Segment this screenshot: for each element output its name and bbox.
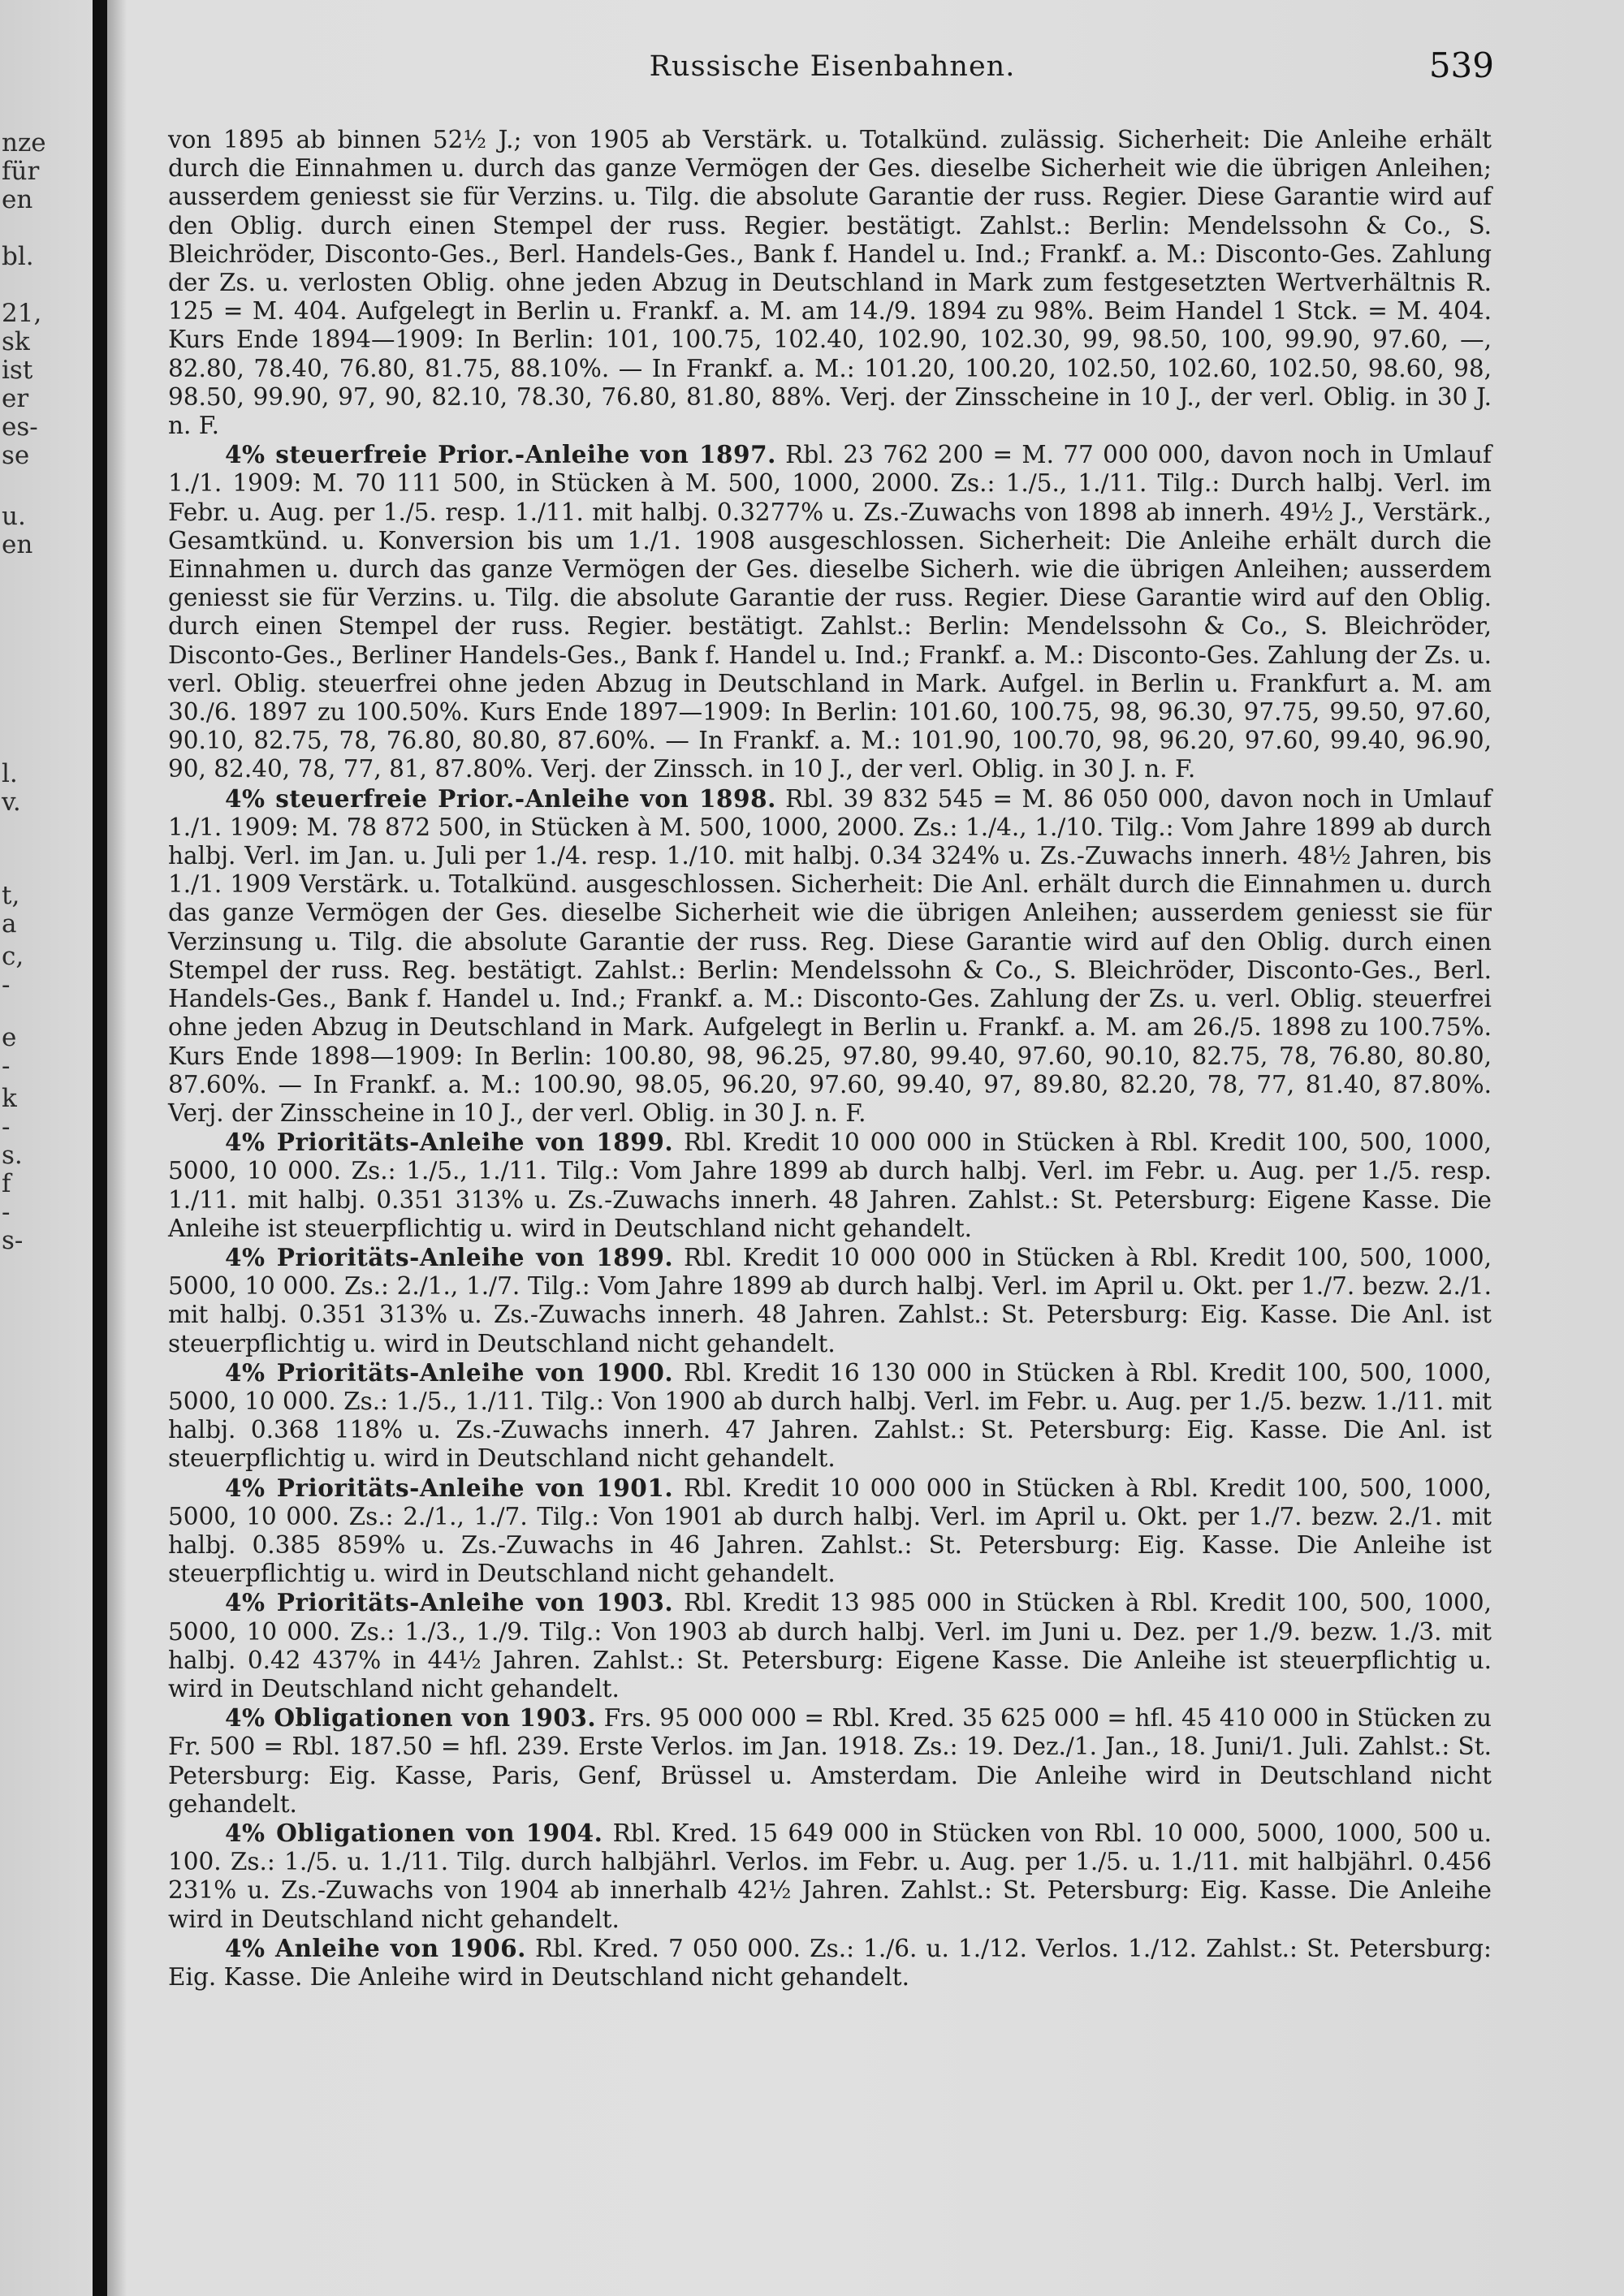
loan-text: Rbl. Kredit 10 000 000 in Stücken à Rbl. Kredit 100, 500, 1000, 5000, 10 000. Zs.: 2./1., 1./7. Tilg.: Vom Jahre 1899 ab durch halbj. Verl. im April u. Okt. per 1./7. bezw. 2./1. mit halbj. 0.351 313% u. Zs.-Zuwachs innerh. 48 Jahren. Zahlst.: St. Petersburg: Eig. Kasse. Die Anl. ist steuerpflichtig u. wird in Deutschland nicht gehandelt.: [168, 1243, 1492, 1357]
prev-fragment: l.: [2, 759, 18, 788]
paragraph-text: von 1895 ab binnen 52½ J.; von 1905 ab Verstärk. u. Totalkünd. zulässig. Sicherheit: Die Anleihe erhält durch die Einnahmen u. durch das ganze Vermögen der Ges. dieselbe Sicherheit wie die übrigen Anleihen; ausserdem geniesst sie für Verzins. u. Tilg. die absolute Garantie der russ. Regier. Diese Garantie wird auf den Oblig. durch einen Stempel der russ. Regier. bestätigt. Zahlst.: Berlin: Mendelssohn & Co., S. Bleichröder, Disconto-Ges., Berl. Handels-Ges., Bank f. Handel u. Ind.; Frankf. a. M.: Disconto-Ges. Zahlung der Zs. u. verlosten Oblig. ohne jeden Abzug in Deutschland in Mark zum festgesetzten Wertverhältnis R. 125 = M. 404. Aufgelegt in Berlin u. Frankf. a. M. am 14./9. 1894 zu 98%. Beim Handel 1 Stck. = M. 404. Kurs Ende 1894—1909: In Berlin: 101, 100.75, 102.40, 102.90, 102.30, 99, 98.50, 100, 99.90, 97.60, —, 82.80, 78.40, 76.80, 81.75, 88.10%. — In Frankf. a. M.: 101.20, 100.20, 102.50, 102.60, 102.50, 98.60, 98, 98.50, 99.90, 97, 90, 82.10, 78.30, 76.80, 81.80, 88%. Verj. der Zinsscheine in 10 J., der verl. Oblig. in 30 J. n. F.: [168, 126, 1492, 440]
prev-fragment: f: [2, 1169, 11, 1198]
loan-text: Rbl. 39 832 545 = M. 86 050 000, davon noch in Umlauf 1./1. 1909: M. 78 872 500, in Stücken à M. 500, 1000, 2000. Zs.: 1./4., 1./10. Tilg.: Vom Jahre 1899 ab durch halbj. Verl. im Jan. u. Juli per 1./4. resp. 1./10. mit halbj. 0.34 324% u. Zs.-Zuwachs innerh. 48½ Jahren, bis 1./1. 1909 Verstärk. u. Totalkünd. ausgeschlossen. Sicherheit: Die Anl. erhält durch die Einnahmen u. durch das ganze Vermögen der Ges. dieselbe Sicherheit wie die übrigen Anleihen; ausserdem geniesst sie für Verzinsung u. Tilg. die absolute Garantie der russ. Reg. Diese Garantie wird auf den Oblig. durch einen Stempel der russ. Reg. bestätigt. Zahlst.: Berlin: Mendelssohn & Co., S. Bleichröder, Disconto-Ges., Berl. Handels-Ges., Bank f. Handel u. Ind.; Frankf. a. M.: Disconto-Ges. Zahlung der Zs. u. verl. Oblig. steuerfrei ohne jeden Abzug in Deutschland in Mark. Aufgelegt in Berlin u. Frankf. a. M. am 26./5. 1898 zu 100.75%. Kurs Ende 1898—1909: In Berlin: 100.80, 98, 96.25, 97.80, 99.40, 97.60, 90.10, 82.75, 78, 76.80, 80.80, 87.60%. — In Frankf. a. M.: 100.90, 98.05, 96.20, 97.60, 99.40, 97, 89.80, 82.20, 78, 77, 81.40, 87.80%. Verj. der Zinsscheine in 10 J., der verl. Oblig. in 30 J. n. F.: [168, 784, 1492, 1127]
prev-fragment: en: [2, 530, 33, 559]
loan-heading: 4% Prioritäts-Anleihe von 1899.: [225, 1242, 674, 1271]
loan-entry: [168, 1819, 1492, 1934]
loan-heading: 4% Obligationen von 1904.: [225, 1818, 603, 1847]
loan-heading: 4% Obligationen von 1903.: [225, 1703, 597, 1733]
loan-heading: 4% steuerfreie Prior.-Anleihe von 1897.: [225, 440, 776, 469]
loan-text: Rbl. Kred. 7 050 000. Zs.: 1./6. u. 1./12. Verlos. 1./12. Zahlst.: St. Petersburg: Eig. Kasse. Die Anleihe wird in Deutschland nicht gehandelt.: [168, 1934, 1492, 1991]
prev-fragment: v.: [2, 788, 21, 817]
loan-heading: 4% Prioritäts-Anleihe von 1900.: [225, 1357, 674, 1387]
gutter-rule: [93, 0, 107, 2296]
loan-entry: [168, 1358, 1492, 1474]
prev-fragment: se: [2, 441, 30, 470]
loan-entry: [168, 784, 1492, 1128]
loan-text: Frs. 95 000 000 = Rbl. Kred. 35 625 000 = hfl. 45 410 000 in Stücken zu Fr. 500 = Rbl. 187.50 = hfl. 239. Erste Verlos. im Jan. 1918. Zs.: 19. Dez./1. Jan., 18. Juni/1. Juli. Zahlst.: St. Petersburg: Eig. Kasse, Paris, Genf, Brüssel u. Amsterdam. Die Anleihe wird in Deutschland nicht gehandelt.: [168, 1704, 1492, 1818]
prev-fragment: sk: [2, 327, 30, 356]
loan-text: Rbl. Kredit 13 985 000 in Stücken à Rbl. Kredit 100, 500, 1000, 5000, 10 000. Zs.: 1./3., 1./9. Tilg.: Von 1903 ab durch halbj. Verl. im Juni u. Dez. per 1./9. bezw. 1./3. mit halbj. 0.42 437% in 44½ Jahren. Zahlst.: St. Petersburg: Eigene Kasse. Die Anleihe ist steuerpflichtig u. wird in Deutschland nicht gehandelt.: [168, 1589, 1492, 1703]
prev-fragment: s.: [2, 1141, 23, 1170]
prev-fragment: -: [2, 1112, 11, 1142]
prev-fragment: t,: [2, 881, 20, 910]
loan-heading: 4% Anleihe von 1906.: [225, 1933, 526, 1962]
loan-entry: [168, 1128, 1492, 1243]
loan-text: Rbl. 23 762 200 = M. 77 000 000, davon noch in Umlauf 1./1. 1909: M. 70 111 500, in Stücken à M. 500, 1000, 2000. Zs.: 1./5., 1./11. Tilg.: Durch halbj. Verl. im Febr. u. Aug. per 1./5. resp. 1./11. mit halbj. 0.3277% u. Zs.-Zuwachs von 1898 ab innerh. 49½ J., Verstärk., Gesamtkünd. u. Konversion bis um 1./1. 1908 ausgeschlossen. Sicherheit: Die Anleihe erhält durch die Einnahmen u. durch das ganze Vermögen der Ges. dieselbe Sicherh. wie die übrigen Anleihen; ausserdem geniesst sie für Verzins. u. Tilg. die absolute Garantie der russ. Regier. Diese Garantie wird auf den Oblig. durch einen Stempel der russ. Regier. bestätigt. Zahlst.: Berlin: Mendelssohn & Co., S. Bleichröder, Disconto-Ges., Berliner Handels-Ges., Bank f. Handel u. Ind.; Frankf. a. M.: Disconto-Ges. Zahlung der Zs. u. verl. Oblig. steuerfrei ohne jeden Abzug in Deutschland in Mark. Aufgel. in Berlin u. Frankfurt a. M. am 30./6. 1897 zu 100.50%. Kurs Ende 1897—1909: In Berlin: 101.60, 100.75, 98, 96.30, 97.75, 99.50, 97.60, 90.10, 82.75, 78, 76.80, 80.80, 87.60%. — In Frankf. a. M.: 101.90, 100.70, 98, 96.20, 97.60, 99.40, 96.90, 90, 82.40, 78, 77, 81, 87.80%. Verj. der Zinssch. in 10 J., der verl. Oblig. in 30 J. n. F.: [168, 441, 1492, 783]
prev-fragment: u.: [2, 502, 26, 531]
loan-text: Rbl. Kred. 15 649 000 in Stücken von Rbl. 10 000, 5000, 1000, 500 u. 100. Zs.: 1./5. u. 1./11. Tilg. durch halbjährl. Verlos. im Febr. u. Aug. per 1./5. u. 1./11. mit halbjährl. 0.456 231% u. Zs.-Zuwachs von 1904 ab innerhalb 42½ Jahren. Zahlst.: St. Petersburg: Eig. Kasse. Die Anleihe wird in Deutschland nicht gehandelt.: [168, 1819, 1492, 1933]
gutter-shadow: [107, 0, 127, 2296]
paragraph-continuation: [168, 126, 1492, 440]
loan-entry: [168, 1243, 1492, 1358]
loan-entry: [168, 1588, 1492, 1703]
prev-fragment: s-: [2, 1226, 24, 1255]
loan-heading: 4% Prioritäts-Anleihe von 1901.: [225, 1473, 674, 1502]
running-title: Russische Eisenbahnen.: [649, 50, 1016, 83]
loan-text: Rbl. Kredit 10 000 000 in Stücken à Rbl. Kredit 100, 500, 1000, 5000, 10 000. Zs.: 2./1., 1./7. Tilg.: Von 1901 ab durch halbj. Verl. im April u. Okt. per 1./7. bezw. 2./1. mit halbj. 0.385 859% u. Zs.-Zuwachs in 46 Jahren. Zahlst.: St. Petersburg: Eig. Kasse. Die Anleihe ist steuerpflichtig u. wird in Deutschland nicht gehandelt.: [168, 1474, 1492, 1588]
prev-fragment: c,: [2, 942, 24, 971]
prev-fragment: -: [2, 970, 11, 999]
loan-text: Rbl. Kredit 10 000 000 in Stücken à Rbl. Kredit 100, 500, 1000, 5000, 10 000. Zs.: 1./5., 1./11. Tilg.: Vom Jahre 1899 ab durch halbj. Verl. im Febr. u. Aug. per 1./5. resp. 1./11. mit halbj. 0.351 313% u. Zs.-Zuwachs innerh. 48 Jahren. Zahlst.: St. Petersburg: Eigene Kasse. Die Anleihe ist steuerpflichtig u. wird in Deutschland nicht gehandelt.: [168, 1129, 1492, 1242]
prev-fragment: e: [2, 1023, 17, 1052]
prev-fragment: bl.: [2, 242, 34, 271]
prev-fragment: nze: [2, 128, 46, 158]
loan-heading: 4% steuerfreie Prior.-Anleihe von 1898.: [225, 783, 776, 813]
page-number: 539: [1428, 45, 1494, 85]
loan-heading: 4% Prioritäts-Anleihe von 1903.: [225, 1588, 674, 1617]
prev-fragment: für: [2, 157, 40, 186]
loan-entry: [168, 1934, 1492, 1992]
prev-fragment: -: [2, 1198, 11, 1227]
loan-text: Rbl. Kredit 16 130 000 in Stücken à Rbl. Kredit 100, 500, 1000, 5000, 10 000. Zs.: 1./5., 1./11. Tilg.: Von 1900 ab durch halbj. Verl. im Febr. u. Aug. per 1./5. bezw. 1./11. mit halbj. 0.368 118% u. Zs.-Zuwachs innerh. 47 Jahren. Zahlst.: St. Petersburg: Eig. Kasse. Die Anl. ist steuerpflichtig u. wird in Deutschland nicht gehandelt.: [168, 1358, 1492, 1473]
prev-fragment: er: [2, 384, 29, 413]
prev-fragment: es-: [2, 412, 38, 442]
previous-page-strip: [0, 0, 91, 2296]
body-text: [168, 126, 1492, 1992]
prev-fragment: 21,: [2, 299, 42, 328]
loan-entry: [168, 1474, 1492, 1589]
prev-fragment: k: [2, 1084, 17, 1113]
loan-entry: [168, 1703, 1492, 1819]
prev-fragment: -: [2, 1051, 11, 1081]
prev-fragment: a: [2, 909, 17, 939]
loan-entry: [168, 440, 1492, 783]
loan-heading: 4% Prioritäts-Anleihe von 1899.: [225, 1128, 674, 1157]
prev-fragment: en: [2, 185, 33, 214]
prev-fragment: ist: [2, 356, 33, 385]
page-header: [171, 45, 1494, 99]
